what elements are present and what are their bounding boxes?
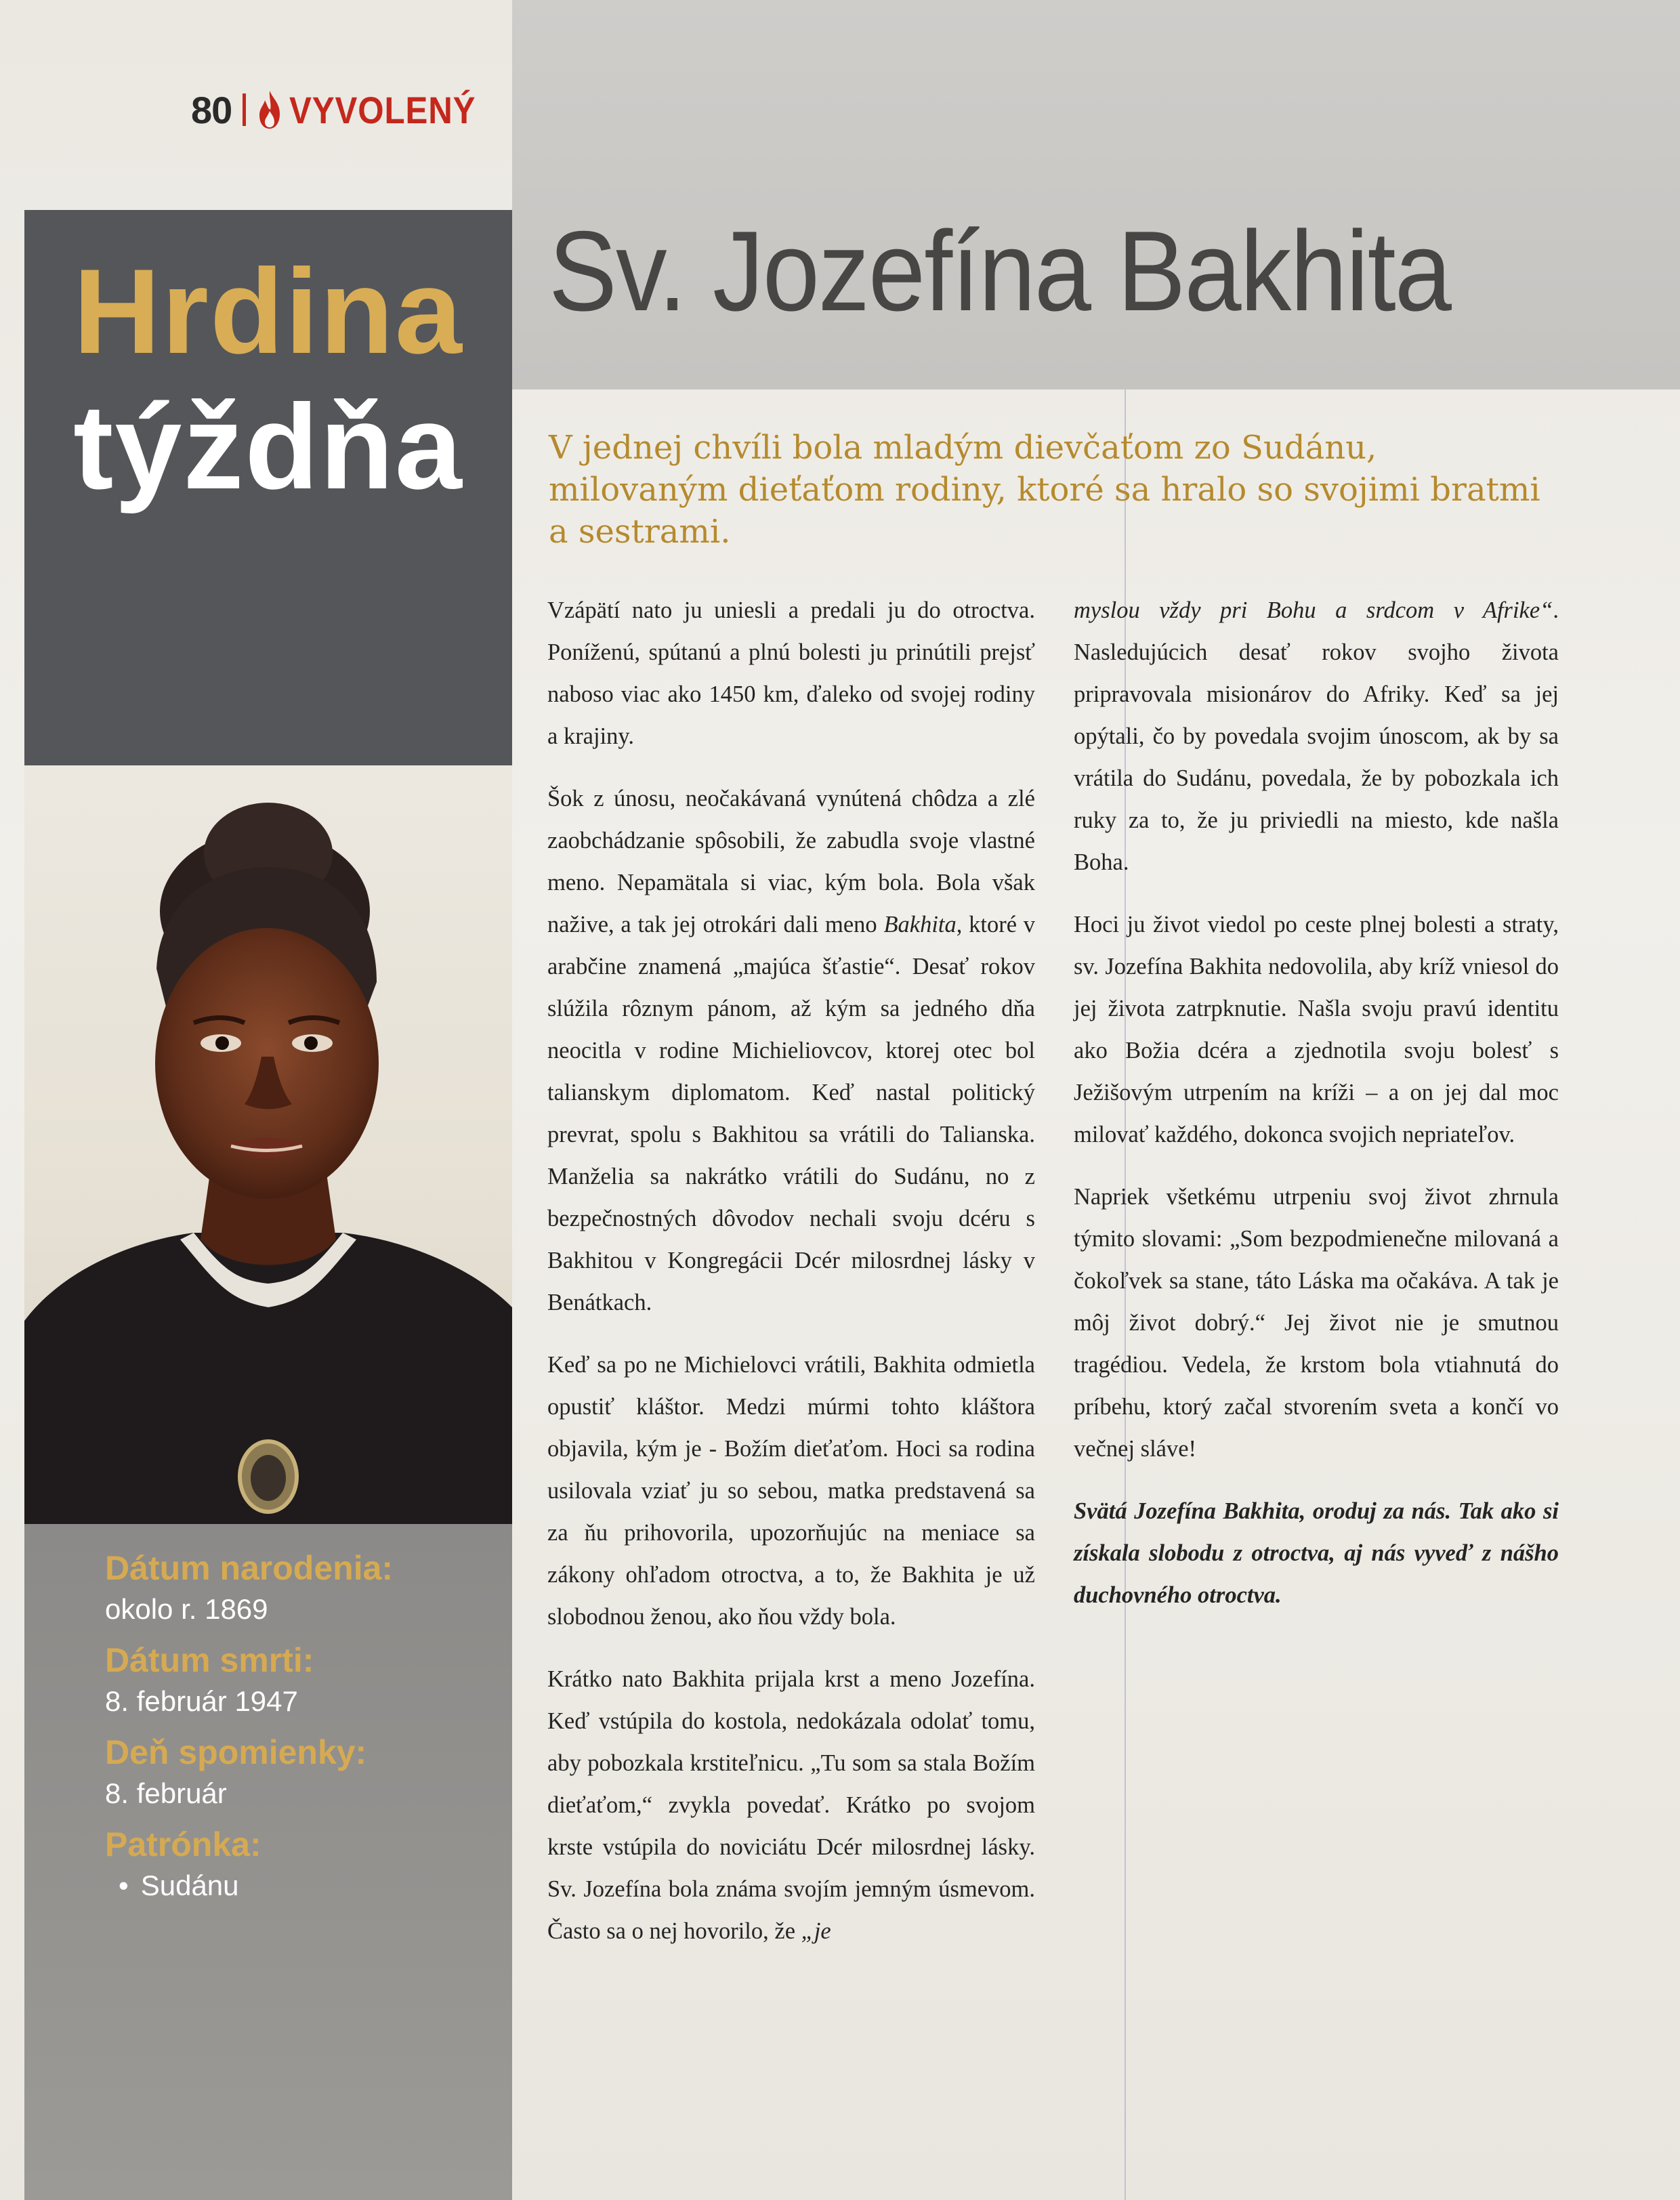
portrait-image xyxy=(24,765,512,1524)
saint-portrait xyxy=(24,765,512,1524)
memorial-day-value: 8. február xyxy=(105,1777,227,1809)
memorial-day-label: Deň spomienky: xyxy=(105,1733,367,1771)
paragraph: Napriek všetkému utrpeniu svoj život zhrnula týmito slovami: „Som bezpodmienečne milovaná a čokoľvek sa stane, táto Láska ma očakáva. A tak je môj život dobrý.“ Jej život nie je smutnou tragédiou. Vedela, že krstom bola vtiahnutá do príbehu, ktorý začal stvorením sveta a končí vo večnej sláve! xyxy=(1074,1184,1559,1462)
paragraph: Hoci ju život viedol po ceste plnej bolesti a straty, sv. Jozefína Bakhita nedovolila, aby kríž vniesol do jej života zatrpknutie. Našla svoju pravú identitu ako Božia dcéra a zjednotila svoju bolesť s Ježišovým utrpením na kríži – a on jej dal moc milovať každého, dokonca svojich nepriateľov. xyxy=(1074,912,1559,1147)
birth-date-label: Dátum narodenia: xyxy=(105,1549,394,1587)
death-date-label: Dátum smrti: xyxy=(105,1641,314,1679)
patron-label: Patrónka: xyxy=(105,1825,261,1863)
page-header xyxy=(191,83,501,137)
quote-start: „je xyxy=(801,1918,831,1944)
name-bakhita: Bakhita xyxy=(883,912,957,937)
hero-title-line2: týždňa xyxy=(73,379,463,514)
article-lead: V jednej chvíli bola mladým dievčaťom zo Sudánu, milovaným dieťaťom rodiny, ktoré sa hralo so svojimi bratmi a sestrami. xyxy=(549,429,1540,551)
article-title: Sv. Jozefína Bakhita xyxy=(549,207,1451,335)
section-name: VYVOLENÝ xyxy=(289,88,476,131)
paragraph: Keď sa po ne Michielovci vrátili, Bakhita odmietla opustiť kláštor. Medzi múrmi tohto kláštora objavila, kým je - Božím dieťaťom. Hoci sa rodina usilovala vziať ju so sebou, matka predstavená sa za ňu prihovorila, upozorňujúc na meniace sa zákony ohľadom otroctva, a to, že Bakhita je už slobodnou ženou, ako ňou vždy bola. xyxy=(547,1352,1035,1630)
paragraph: Vzápätí nato ju uniesli a predali ju do otroctva. Poníženú, spútanú a plnú bolesti ju prinútili prejsť naboso viac ako 1450 km, ďaleko od svojej rodiny a krajiny. xyxy=(547,597,1035,749)
paragraph: myslou vždy pri Bohu a srdcom v Afrike“. Nasledujúcich desať rokov svojho života pripravovala misionárov do Afriky. Keď sa jej opýtali, čo by povedala svojim únoscom, ak by sa vrátila do Sudánu, povedala, že by pobozkala ich ruky za to, že ju priviedli na miesto, kde našla Boha. xyxy=(1074,597,1559,875)
paragraph: Krátko nato Bakhita prijala krst a meno Jozefína. Keď vstúpila do kostola, nedokázala odolať tomu, aby pobozkala krstiteľnicu. „Tu som sa stala Božím dieťaťom,“ zvykla povedať. Krátko po svojom krste vstúpila do noviciátu Dcér milosrdnej lásky. Sv. Jozefína bola známa svojím jemným úsmevom. Často sa o nej hovorilo, že „je xyxy=(547,1666,1035,1944)
header-separator xyxy=(243,93,246,126)
page-number: 80 xyxy=(191,88,232,131)
info-list xyxy=(105,1538,505,1906)
paragraph: Šok z únosu, neočakávaná vynútená chôdza a zlé zaobchádzanie spôsobili, že zabudla svoje vlastné meno. Nepamätala si viac, kým bola. Bola však nažive, a tak jej otrokári dali meno Bakhita, ktoré v arabčine znamená „majúca šťastie“. Desať rokov slúžila rôznym pánom, až kým sa jedného dňa neocitla v rodine Michieliovcov, ktorej otec bol talianskym diplomatom. Keď nastal politický prevrat, spolu s Bakhitou sa vrátili do Talianska. Manželia sa nakrátko vrátili do Sudánu, no z bezpečnostných dôvodov nechali svoju dcéru s Bakhitou v Kongregácii Dcér milosrdnej lásky v Benátkach. xyxy=(547,786,1036,1315)
article-column-2 xyxy=(1074,589,1559,1636)
patron-item: • Sudánu xyxy=(105,1865,505,1906)
death-date-value: 8. február 1947 xyxy=(105,1685,298,1717)
birth-date-value: okolo r. 1869 xyxy=(105,1593,268,1625)
hero-title-line1: Hrdina xyxy=(73,244,463,379)
article-column-1 xyxy=(547,589,1035,1972)
hero-title xyxy=(24,244,512,515)
closing-prayer: Svätá Jozefína Bakhita, oroduj za nás. Tak ako si získala slobodu z otroctva, aj nás vyveď z nášho duchovného otroctva. xyxy=(1074,1498,1559,1608)
flame-icon xyxy=(255,89,284,130)
quote-end: myslou vždy pri Bohu a srdcom v Afrike“ xyxy=(1074,597,1553,623)
